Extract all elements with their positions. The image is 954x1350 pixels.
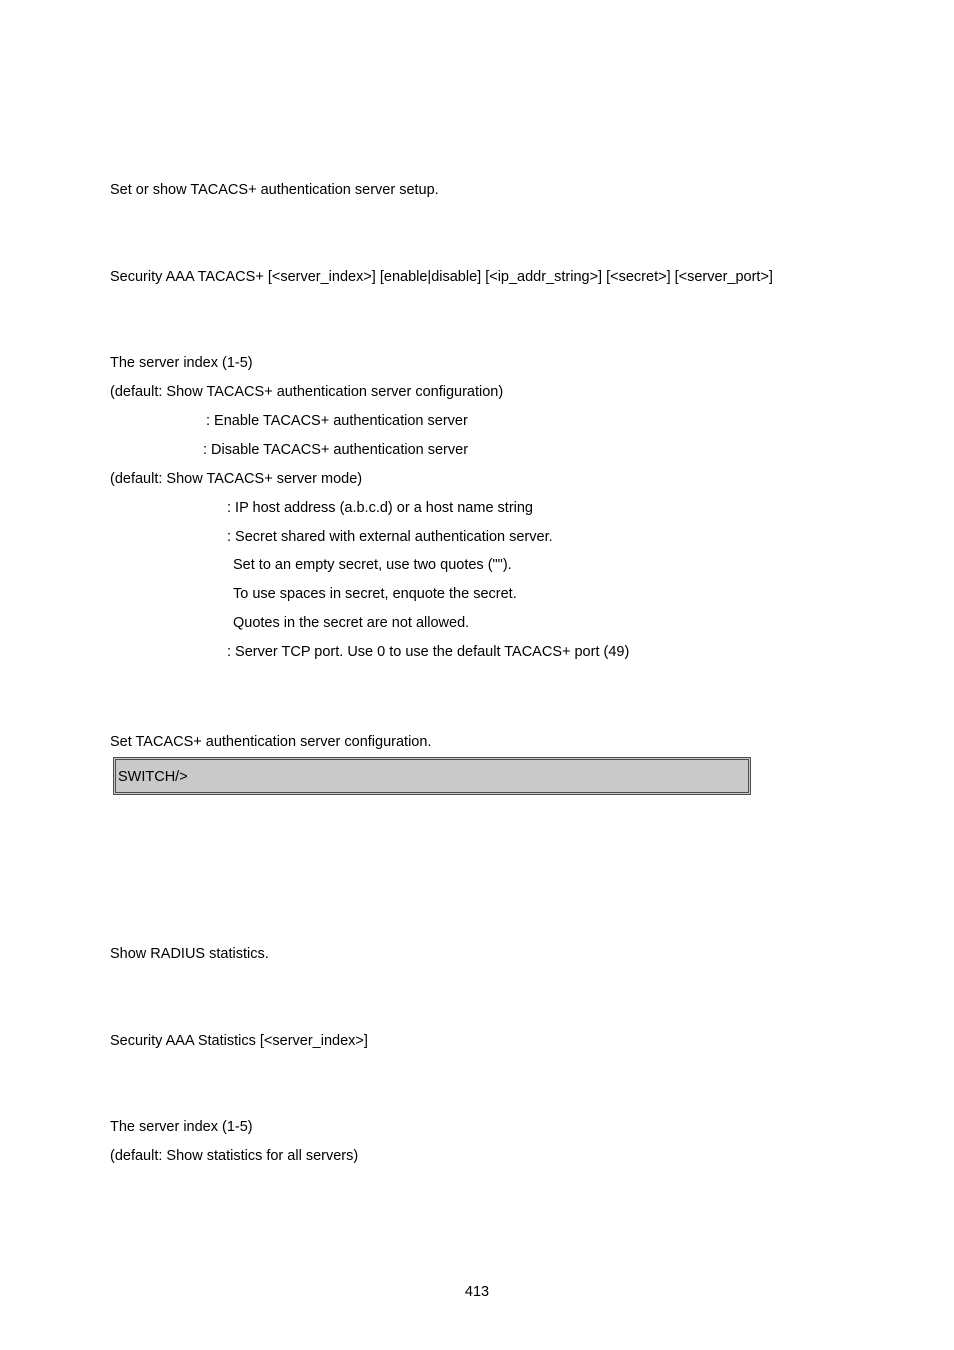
tacacs-param-server-index: The server index (1-5) <box>110 355 253 371</box>
tacacs-param-secret-note-3: Quotes in the secret are not allowed. <box>233 615 470 631</box>
tacacs-param-secret: : Secret shared with external authentication server. <box>227 529 553 545</box>
statistics-syntax: Security AAA Statistics [<server_index>] <box>110 1033 368 1049</box>
statistics-param-server-index: The server index (1-5) <box>110 1119 253 1135</box>
tacacs-param-secret-note-1: Set to an empty secret, use two quotes (""). <box>233 557 512 573</box>
tacacs-param-disable: : Disable TACACS+ authentication server <box>203 442 469 458</box>
tacacs-param-server-port: : Server TCP port. Use 0 to use the default TACACS+ port (49) <box>227 644 630 660</box>
command-prompt: SWITCH/> <box>118 769 188 785</box>
tacacs-param-secret-note-2: To use spaces in secret, enquote the secret. <box>233 586 517 602</box>
statistics-description: Show RADIUS statistics. <box>110 946 269 962</box>
tacacs-syntax: Security AAA TACACS+ [<server_index>] [enable|disable] [<ip_addr_string>] [<secret>] [<server_port>] <box>110 269 773 285</box>
command-example-box <box>113 757 751 795</box>
page-number: 413 <box>464 1284 490 1300</box>
tacacs-param-ip-addr: : IP host address (a.b.c.d) or a host name string <box>227 500 533 516</box>
tacacs-param-enable: : Enable TACACS+ authentication server <box>206 413 468 429</box>
tacacs-param-server-index-default: (default: Show TACACS+ authentication server configuration) <box>110 384 504 400</box>
statistics-param-default: (default: Show statistics for all servers) <box>110 1148 359 1164</box>
tacacs-param-mode-default: (default: Show TACACS+ server mode) <box>110 471 363 487</box>
tacacs-example-description: Set TACACS+ authentication server configuration. <box>110 734 432 750</box>
tacacs-description: Set or show TACACS+ authentication server setup. <box>110 182 439 198</box>
